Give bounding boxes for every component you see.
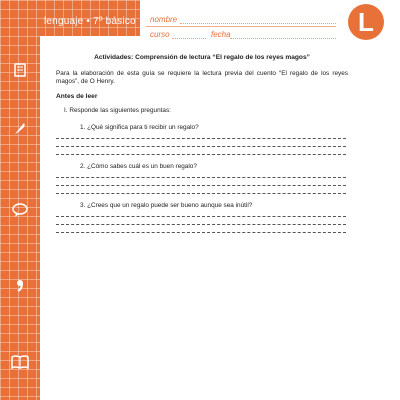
subject-title: lenguaje • 7º básico [44, 16, 136, 27]
question-3: 3. ¿Crees que un regalo puede ser bueno aunque sea inútil? [80, 202, 253, 209]
answer-line[interactable] [56, 232, 346, 233]
answer-line[interactable] [56, 138, 346, 139]
answer-line[interactable] [56, 177, 346, 178]
date-field[interactable] [230, 38, 336, 39]
speech-bubble-icon [10, 200, 30, 220]
comma-icon [10, 276, 30, 296]
instruction-text: I. Responde las siguientes preguntas: [64, 107, 171, 114]
name-label: nombre [150, 15, 178, 24]
name-field[interactable] [180, 23, 336, 24]
section-heading: Antes de leer [56, 93, 98, 100]
answer-line[interactable] [56, 193, 346, 194]
answer-line[interactable] [56, 224, 346, 225]
answer-line[interactable] [56, 146, 346, 147]
question-1: 1. ¿Qué significa para ti recibir un regalo? [80, 124, 199, 131]
question-2: 2. ¿Cómo sabes cuál es un buen regalo? [80, 163, 197, 170]
open-book-icon [10, 352, 30, 372]
worksheet-header [0, 0, 400, 46]
course-field[interactable] [172, 38, 206, 39]
answer-line[interactable] [56, 185, 346, 186]
subject-badge: L [348, 4, 384, 40]
answer-line[interactable] [56, 216, 346, 217]
course-label: curso [150, 30, 170, 39]
document-title: Actividades: Comprensión de lectura “El regalo de los reyes magos” [94, 54, 310, 61]
sidebar-strip [0, 0, 40, 400]
header-divider [146, 26, 336, 27]
date-label: fecha [211, 30, 231, 39]
book-icon [10, 60, 30, 80]
quill-icon [10, 118, 30, 138]
intro-paragraph: Para la elaboración de esta guía se requiere la lectura previa del cuento “El regalo de los reyes magos”, de O Henry. [56, 70, 348, 86]
answer-line[interactable] [56, 154, 346, 155]
